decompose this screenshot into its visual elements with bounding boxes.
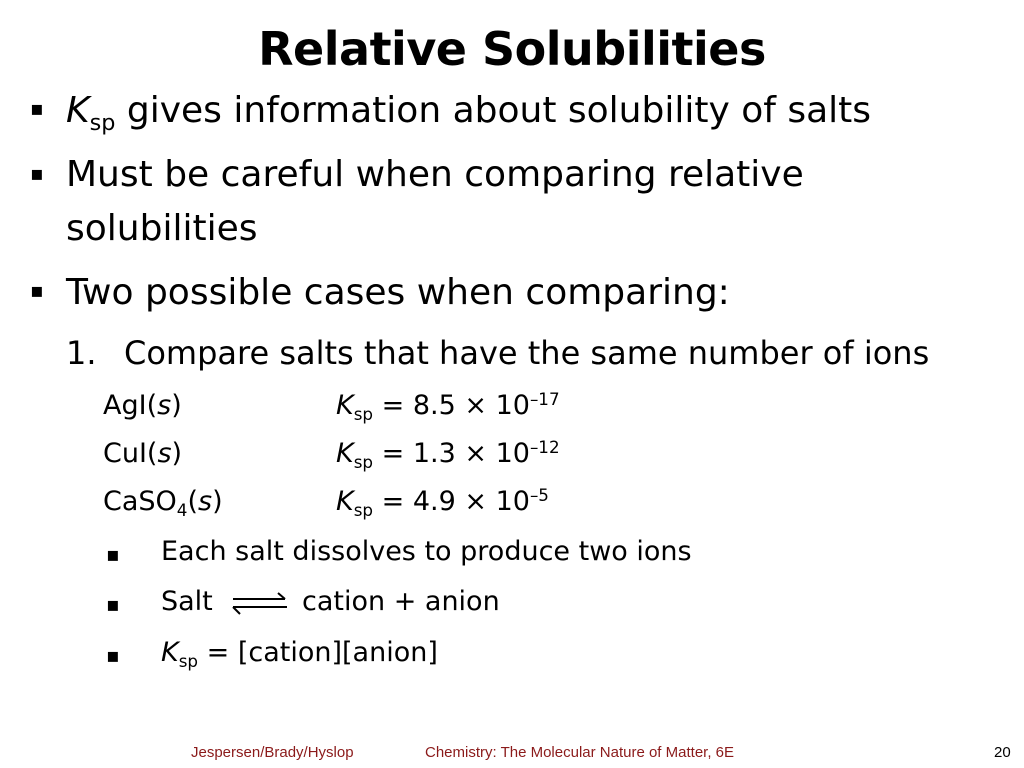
bullet-ksp-info	[66, 88, 871, 134]
bullet-marker: ▪	[30, 96, 44, 120]
numbered-item-text: Compare salts that have the same number of ions	[124, 334, 930, 372]
sub-bullet-ksp-expression: $K_{sp}$ = [cation][anion]	[161, 637, 438, 671]
sub-bullet-marker: ▪	[106, 643, 120, 667]
bullet-two-cases: Two possible cases when comparing:	[66, 272, 730, 313]
bullet-careful-line2: solubilities	[66, 208, 258, 249]
sub-bullet-salt-label: Salt	[161, 586, 213, 617]
bullet-marker: ▪	[30, 278, 44, 302]
footer-authors: Jespersen/Brady/Hyslop	[191, 744, 354, 761]
bullet-careful-line1: Must be careful when comparing relative	[66, 154, 804, 195]
ksp-value-cui: $K_{sp} = 1.3 \times 10^{-12}$	[336, 436, 560, 472]
page-number: 20	[994, 744, 1011, 761]
slide-title: Relative Solubilities	[258, 22, 766, 76]
sub-bullet-dissolve: Each salt dissolves to produce two ions	[161, 536, 692, 567]
sub-bullet-marker: ▪	[106, 542, 120, 566]
ksp-symbol: K	[66, 90, 90, 131]
salt-formula-cui: CuI(s)	[103, 438, 183, 469]
equilibrium-arrow-icon	[229, 590, 291, 618]
ksp-value-caso4: $K_{sp} = 4.9 \times 10^{-5}$	[336, 484, 549, 520]
sub-bullet-products: cation + anion	[302, 586, 500, 617]
bullet-marker: ▪	[30, 161, 44, 185]
sub-bullet-marker: ▪	[106, 592, 120, 616]
ksp-subscript: sp	[89, 109, 116, 136]
ksp-value-agi: $K_{sp} = 8.5 \times 10^{-17}$	[336, 388, 560, 424]
bullet-text: gives information about solubility of salts	[115, 90, 872, 131]
salt-formula-agi: AgI(s)	[103, 390, 182, 421]
salt-formula-caso4: CaSO$_4$(s)	[103, 486, 223, 520]
numbered-item-number: 1.	[66, 334, 97, 372]
footer-book-title: Chemistry: The Molecular Nature of Matter, 6E	[425, 744, 735, 761]
